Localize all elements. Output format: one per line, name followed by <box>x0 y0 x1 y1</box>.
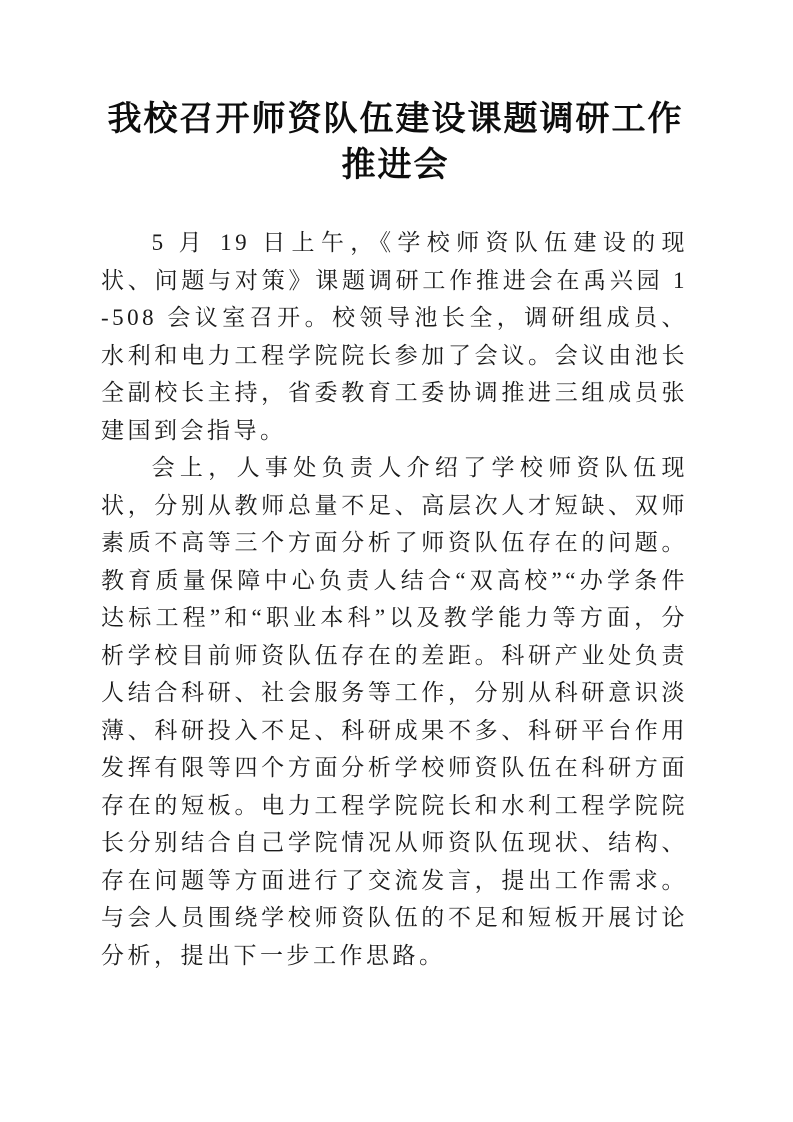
paragraph-meeting-details: 会上，人事处负责人介绍了学校师资队伍现状，分别从教师总量不足、高层次人才短缺、双师素质不高等三个方面分析了师资队伍存在的问题。教育质量保障中心负责人结合“双高校”“办学条件达标工程”和“职业本科”以及教学能力等方面，分析学校目前师资队伍存在的差距。科研产业处负责人结合科研、社会服务等工作，分别从科研意识淡薄、科研投入不足、科研成果不多、科研平台作用发挥有限等四个方面分析学校师资队伍在科研方面存在的短板。电力工程学院院长和水利工程学院院长分别结合自己学院情况从师资队伍现状、结构、存在问题等方面进行了交流发言，提出工作需求。与会人员围绕学校师资队伍的不足和短板开展讨论分析，提出下一步工作思路。 <box>101 455 688 968</box>
document-title: 我校召开师资队伍建设课题调研工作推进会 <box>107 101 684 184</box>
paragraph-meeting-overview: 5 月 19 日上午，《学校师资队伍建设的现状、问题与对策》课题调研工作推进会在禹兴园 1-508 会议室召开。校领导池长全，调研组成员、水利和电力工程学院院长参加了会议。会议由池长全副校长主持，省委教育工委协调推进三组成员张建国到会指导。 <box>101 230 688 443</box>
document-body <box>101 224 688 974</box>
